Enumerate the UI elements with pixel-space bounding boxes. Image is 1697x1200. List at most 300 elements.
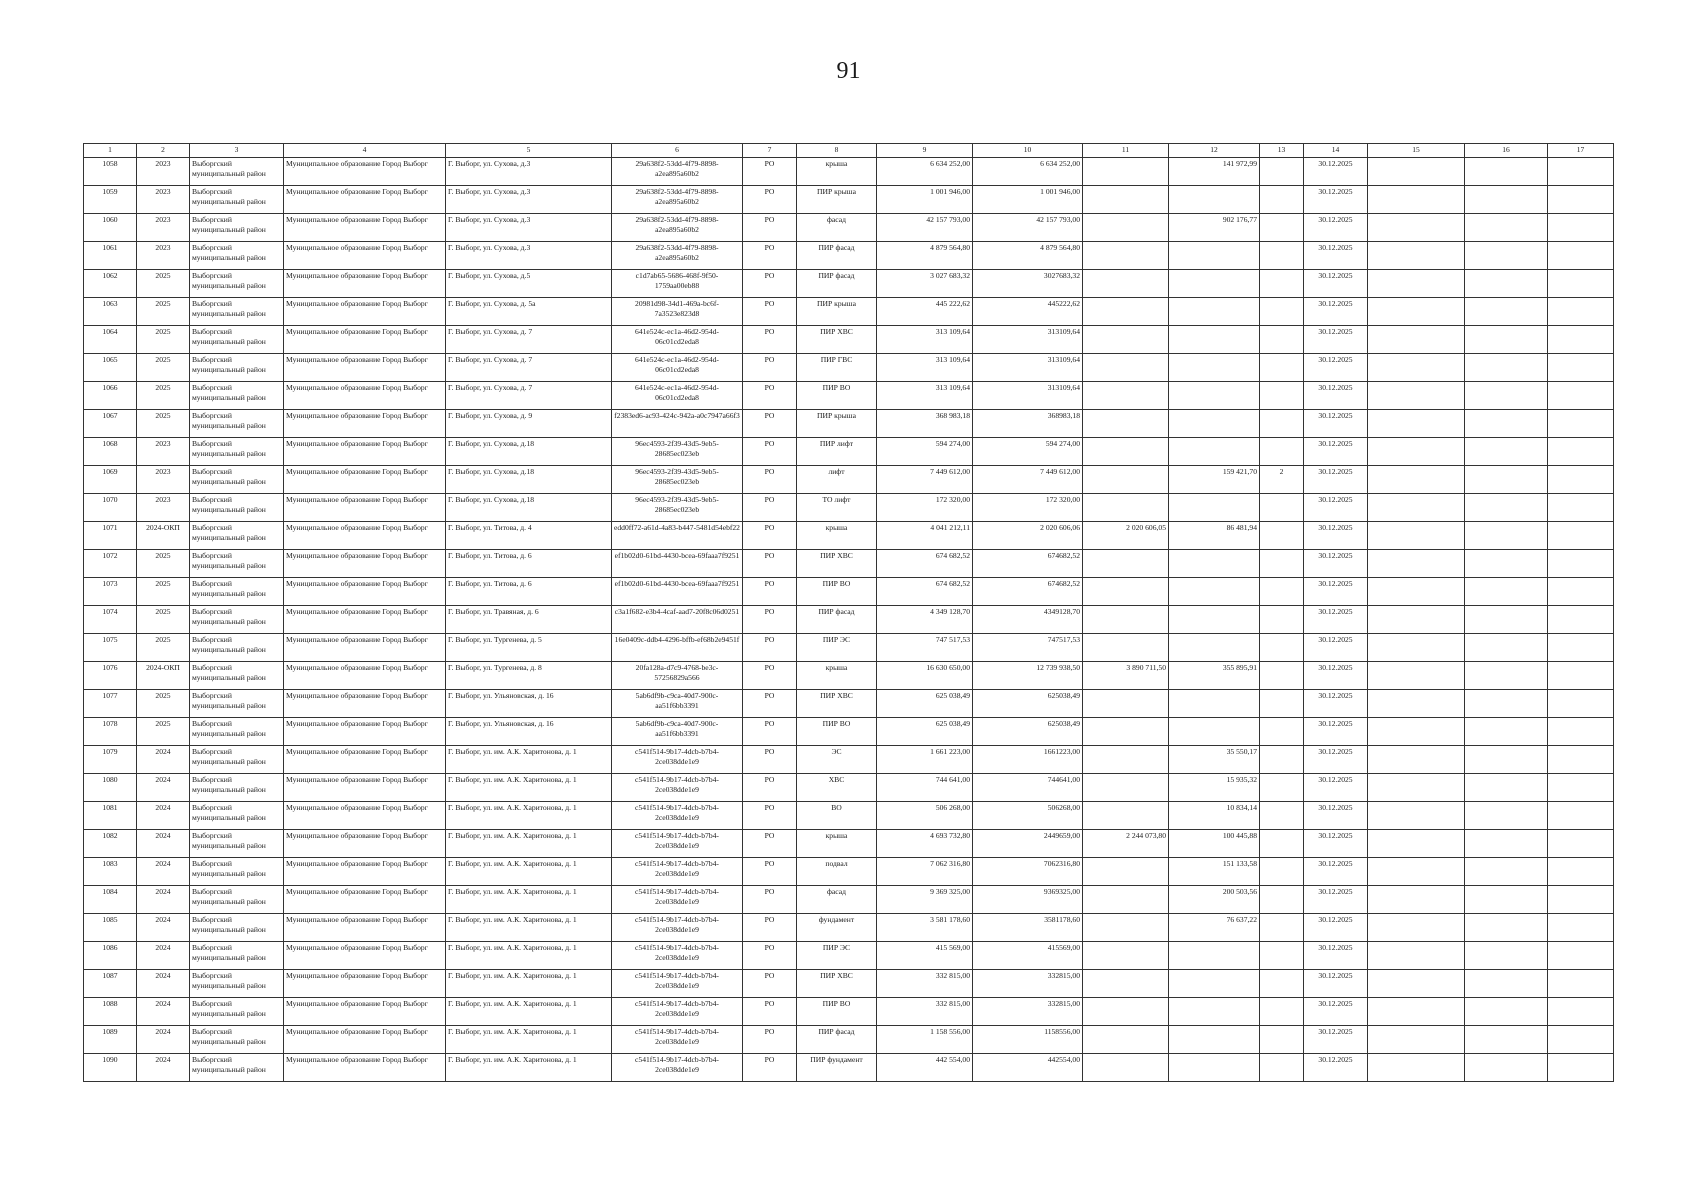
cell-count — [1260, 662, 1304, 690]
cell-program: РО — [743, 466, 797, 494]
cell-count — [1260, 830, 1304, 858]
cell-col-16 — [1465, 522, 1548, 550]
cell-program: РО — [743, 774, 797, 802]
cell-address: Г. Выборг, ул. им. А.К. Харитонова, д. 1 — [446, 746, 612, 774]
cell-cost-fund: 445222,62 — [973, 298, 1083, 326]
table-row — [84, 214, 1614, 242]
table-row — [84, 494, 1614, 522]
table-row — [84, 634, 1614, 662]
cell-cost-other — [1083, 970, 1169, 998]
cell-cost-other — [1083, 242, 1169, 270]
cell-specific-cost — [1169, 354, 1260, 382]
cell-address: Г. Выборг, ул. Сухова, д.3 — [446, 242, 612, 270]
cell-district: Выборгский муниципальный район — [190, 298, 284, 326]
table-row — [84, 578, 1614, 606]
cell-work-type: крыша — [797, 662, 877, 690]
table-row — [84, 802, 1614, 830]
cell-cost-other — [1083, 354, 1169, 382]
cell-col-17 — [1548, 494, 1614, 522]
cell-year: 2024 — [137, 942, 190, 970]
column-header: 3 — [190, 144, 284, 158]
cell-year: 2025 — [137, 690, 190, 718]
cell-cost-other — [1083, 158, 1169, 186]
cell-specific-cost — [1169, 690, 1260, 718]
cell-col-17 — [1548, 242, 1614, 270]
cell-count — [1260, 1026, 1304, 1054]
column-header: 7 — [743, 144, 797, 158]
cell-specific-cost: 200 503,56 — [1169, 886, 1260, 914]
cell-municipality: Муниципальное образование Город Выборг — [284, 298, 446, 326]
cell-row-number: 1071 — [84, 522, 137, 550]
cell-col-17 — [1548, 158, 1614, 186]
cell-municipality: Муниципальное образование Город Выборг — [284, 942, 446, 970]
cell-address: Г. Выборг, ул. им. А.К. Харитонова, д. 1 — [446, 970, 612, 998]
cell-specific-cost — [1169, 718, 1260, 746]
cell-cost-other — [1083, 634, 1169, 662]
cell-deadline: 30.12.2025 — [1304, 214, 1368, 242]
cell-col-17 — [1548, 1054, 1614, 1082]
cell-col-17 — [1548, 606, 1614, 634]
cell-cost-other — [1083, 998, 1169, 1026]
column-header: 14 — [1304, 144, 1368, 158]
cell-program: РО — [743, 550, 797, 578]
cell-col-17 — [1548, 382, 1614, 410]
table-row — [84, 158, 1614, 186]
cell-specific-cost — [1169, 1054, 1260, 1082]
cell-count — [1260, 158, 1304, 186]
table-row — [84, 970, 1614, 998]
cell-house-guid: c541f514-9b17-4dcb-b7b4-2ce038dde1e9 — [612, 1054, 743, 1082]
cell-house-guid: 16e0409c-ddb4-4296-bffb-ef68b2e9451f — [612, 634, 743, 662]
table-row — [84, 774, 1614, 802]
cell-cost-other: 2 244 073,80 — [1083, 830, 1169, 858]
cell-municipality: Муниципальное образование Город Выборг — [284, 662, 446, 690]
table-row — [84, 354, 1614, 382]
cell-col-15 — [1368, 466, 1465, 494]
cell-district: Выборгский муниципальный район — [190, 774, 284, 802]
cell-count — [1260, 410, 1304, 438]
cell-work-type: фасад — [797, 886, 877, 914]
cell-count — [1260, 914, 1304, 942]
cell-cost-fund: 6 634 252,00 — [973, 158, 1083, 186]
cell-total-cost: 313 109,64 — [877, 354, 973, 382]
cell-program: РО — [743, 410, 797, 438]
cell-specific-cost: 100 445,88 — [1169, 830, 1260, 858]
cell-cost-fund: 3581178,60 — [973, 914, 1083, 942]
cell-col-17 — [1548, 914, 1614, 942]
cell-cost-other — [1083, 746, 1169, 774]
cell-specific-cost: 76 637,22 — [1169, 914, 1260, 942]
table-row — [84, 998, 1614, 1026]
cell-address: Г. Выборг, ул. Сухова, д. 5а — [446, 298, 612, 326]
cell-work-type: ПИР ХВС — [797, 326, 877, 354]
cell-col-15 — [1368, 746, 1465, 774]
cell-district: Выборгский муниципальный район — [190, 606, 284, 634]
cell-total-cost: 368 983,18 — [877, 410, 973, 438]
cell-house-guid: 29a638f2-53dd-4f79-8898-a2ea895a60b2 — [612, 214, 743, 242]
cell-house-guid: 96ec4593-2f39-43d5-9eb5-28685ec023eb — [612, 438, 743, 466]
cell-district: Выборгский муниципальный район — [190, 550, 284, 578]
cell-work-type: ПИР фасад — [797, 270, 877, 298]
cell-total-cost: 6 634 252,00 — [877, 158, 973, 186]
cell-municipality: Муниципальное образование Город Выборг — [284, 718, 446, 746]
cell-total-cost: 9 369 325,00 — [877, 886, 973, 914]
cell-address: Г. Выборг, ул. Сухова, д.5 — [446, 270, 612, 298]
cell-count — [1260, 606, 1304, 634]
cell-work-type: ПИР крыша — [797, 298, 877, 326]
table-header-row — [84, 144, 1614, 158]
cell-program: РО — [743, 1026, 797, 1054]
cell-specific-cost: 151 133,58 — [1169, 858, 1260, 886]
cell-district: Выборгский муниципальный район — [190, 1026, 284, 1054]
cell-deadline: 30.12.2025 — [1304, 494, 1368, 522]
cell-cost-other — [1083, 914, 1169, 942]
cell-count — [1260, 998, 1304, 1026]
cell-count — [1260, 298, 1304, 326]
cell-address: Г. Выборг, ул. им. А.К. Харитонова, д. 1 — [446, 830, 612, 858]
cell-district: Выборгский муниципальный район — [190, 830, 284, 858]
cell-year: 2025 — [137, 606, 190, 634]
cell-col-15 — [1368, 354, 1465, 382]
cell-col-16 — [1465, 718, 1548, 746]
cell-municipality: Муниципальное образование Город Выборг — [284, 354, 446, 382]
cell-program: РО — [743, 214, 797, 242]
cell-cost-fund: 625038,49 — [973, 718, 1083, 746]
cell-total-cost: 744 641,00 — [877, 774, 973, 802]
column-header: 8 — [797, 144, 877, 158]
cell-count — [1260, 774, 1304, 802]
cell-specific-cost — [1169, 438, 1260, 466]
cell-col-16 — [1465, 186, 1548, 214]
cell-municipality: Муниципальное образование Город Выборг — [284, 410, 446, 438]
cell-house-guid: edd0ff72-a61d-4a83-b447-5481d54ebf22 — [612, 522, 743, 550]
cell-col-17 — [1548, 830, 1614, 858]
cell-work-type: ХВС — [797, 774, 877, 802]
cell-cost-other — [1083, 326, 1169, 354]
cell-row-number: 1088 — [84, 998, 137, 1026]
cell-program: РО — [743, 1054, 797, 1082]
cell-program: РО — [743, 522, 797, 550]
cell-deadline: 30.12.2025 — [1304, 970, 1368, 998]
cell-cost-fund: 313109,64 — [973, 326, 1083, 354]
cell-house-guid: 641e524c-ec1a-46d2-954d-06c01cd2eda8 — [612, 382, 743, 410]
cell-house-guid: c541f514-9b17-4dcb-b7b4-2ce038dde1e9 — [612, 802, 743, 830]
cell-total-cost: 42 157 793,00 — [877, 214, 973, 242]
cell-count — [1260, 1054, 1304, 1082]
cell-col-15 — [1368, 830, 1465, 858]
cell-municipality: Муниципальное образование Город Выборг — [284, 886, 446, 914]
cell-specific-cost — [1169, 634, 1260, 662]
cell-total-cost: 313 109,64 — [877, 326, 973, 354]
cell-municipality: Муниципальное образование Город Выборг — [284, 802, 446, 830]
cell-year: 2024 — [137, 886, 190, 914]
cell-total-cost: 3 581 178,60 — [877, 914, 973, 942]
table-row — [84, 466, 1614, 494]
cell-address: Г. Выборг, ул. им. А.К. Харитонова, д. 1 — [446, 998, 612, 1026]
cell-house-guid: 5ab6df9b-c9ca-40d7-900c-aa51f6bb3391 — [612, 718, 743, 746]
cell-year: 2025 — [137, 634, 190, 662]
cell-col-16 — [1465, 494, 1548, 522]
cell-cost-fund: 332815,00 — [973, 998, 1083, 1026]
cell-program: РО — [743, 690, 797, 718]
cell-deadline: 30.12.2025 — [1304, 942, 1368, 970]
table-row — [84, 690, 1614, 718]
cell-cost-fund: 4349128,70 — [973, 606, 1083, 634]
cell-cost-other — [1083, 494, 1169, 522]
cell-house-guid: 96ec4593-2f39-43d5-9eb5-28685ec023eb — [612, 466, 743, 494]
cell-total-cost: 594 274,00 — [877, 438, 973, 466]
cell-district: Выборгский муниципальный район — [190, 970, 284, 998]
table-row — [84, 1054, 1614, 1082]
cell-address: Г. Выборг, ул. Сухова, д.3 — [446, 158, 612, 186]
cell-program: РО — [743, 718, 797, 746]
cell-district: Выборгский муниципальный район — [190, 242, 284, 270]
cell-col-17 — [1548, 214, 1614, 242]
cell-row-number: 1068 — [84, 438, 137, 466]
cell-col-16 — [1465, 270, 1548, 298]
cell-col-17 — [1548, 802, 1614, 830]
cell-district: Выборгский муниципальный район — [190, 1054, 284, 1082]
cell-address: Г. Выборг, ул. Сухова, д.3 — [446, 186, 612, 214]
cell-row-number: 1066 — [84, 382, 137, 410]
cell-col-16 — [1465, 662, 1548, 690]
cell-deadline: 30.12.2025 — [1304, 438, 1368, 466]
cell-row-number: 1077 — [84, 690, 137, 718]
cell-deadline: 30.12.2025 — [1304, 550, 1368, 578]
cell-address: Г. Выборг, ул. Ульяновская, д. 16 — [446, 718, 612, 746]
cell-district: Выборгский муниципальный район — [190, 270, 284, 298]
cell-specific-cost: 35 550,17 — [1169, 746, 1260, 774]
column-header: 15 — [1368, 144, 1465, 158]
cell-cost-fund: 42 157 793,00 — [973, 214, 1083, 242]
cell-row-number: 1081 — [84, 802, 137, 830]
cell-municipality: Муниципальное образование Город Выборг — [284, 494, 446, 522]
cell-municipality: Муниципальное образование Город Выборг — [284, 522, 446, 550]
cell-district: Выборгский муниципальный район — [190, 578, 284, 606]
cell-deadline: 30.12.2025 — [1304, 354, 1368, 382]
cell-municipality: Муниципальное образование Город Выборг — [284, 270, 446, 298]
cell-row-number: 1067 — [84, 410, 137, 438]
cell-col-15 — [1368, 662, 1465, 690]
cell-total-cost: 445 222,62 — [877, 298, 973, 326]
cell-row-number: 1074 — [84, 606, 137, 634]
cell-district: Выборгский муниципальный район — [190, 858, 284, 886]
cell-municipality: Муниципальное образование Город Выборг — [284, 466, 446, 494]
cell-work-type: ПИР лифт — [797, 438, 877, 466]
cell-col-15 — [1368, 438, 1465, 466]
cell-row-number: 1076 — [84, 662, 137, 690]
cell-district: Выборгский муниципальный район — [190, 466, 284, 494]
cell-house-guid: ef1b02d0-61bd-4430-bcea-69faaa7f9251 — [612, 550, 743, 578]
cell-cost-fund: 313109,64 — [973, 354, 1083, 382]
cell-total-cost: 1 001 946,00 — [877, 186, 973, 214]
cell-specific-cost: 10 834,14 — [1169, 802, 1260, 830]
cell-col-16 — [1465, 326, 1548, 354]
cell-work-type: ПИР ХВС — [797, 550, 877, 578]
cell-municipality: Муниципальное образование Город Выборг — [284, 774, 446, 802]
cell-col-17 — [1548, 942, 1614, 970]
column-header: 6 — [612, 144, 743, 158]
cell-cost-other — [1083, 382, 1169, 410]
cell-cost-other — [1083, 1026, 1169, 1054]
cell-count — [1260, 382, 1304, 410]
table-row — [84, 270, 1614, 298]
cell-deadline: 30.12.2025 — [1304, 662, 1368, 690]
cell-house-guid: c541f514-9b17-4dcb-b7b4-2ce038dde1e9 — [612, 998, 743, 1026]
cell-specific-cost — [1169, 606, 1260, 634]
table-row — [84, 382, 1614, 410]
cell-year: 2024 — [137, 998, 190, 1026]
cell-district: Выборгский муниципальный район — [190, 214, 284, 242]
cell-col-16 — [1465, 438, 1548, 466]
cell-col-17 — [1548, 690, 1614, 718]
cell-program: РО — [743, 298, 797, 326]
cell-deadline: 30.12.2025 — [1304, 158, 1368, 186]
cell-count — [1260, 550, 1304, 578]
cell-year: 2025 — [137, 410, 190, 438]
table-row — [84, 410, 1614, 438]
cell-house-guid: f2383ed6-ac93-424c-942a-a0c7947a66f3 — [612, 410, 743, 438]
cell-col-17 — [1548, 326, 1614, 354]
cell-col-16 — [1465, 158, 1548, 186]
cell-work-type: ПИР ВО — [797, 718, 877, 746]
cell-specific-cost — [1169, 970, 1260, 998]
cell-col-15 — [1368, 634, 1465, 662]
cell-year: 2025 — [137, 718, 190, 746]
cell-year: 2023 — [137, 158, 190, 186]
table-row — [84, 942, 1614, 970]
cell-house-guid: 641e524c-ec1a-46d2-954d-06c01cd2eda8 — [612, 354, 743, 382]
cell-deadline: 30.12.2025 — [1304, 774, 1368, 802]
cell-cost-fund: 2449659,00 — [973, 830, 1083, 858]
cell-col-15 — [1368, 578, 1465, 606]
table-row — [84, 830, 1614, 858]
cell-total-cost: 1 158 556,00 — [877, 1026, 973, 1054]
cell-deadline: 30.12.2025 — [1304, 326, 1368, 354]
cell-district: Выборгский муниципальный район — [190, 634, 284, 662]
column-header: 13 — [1260, 144, 1304, 158]
cell-col-17 — [1548, 438, 1614, 466]
cell-district: Выборгский муниципальный район — [190, 326, 284, 354]
cell-deadline: 30.12.2025 — [1304, 298, 1368, 326]
cell-col-16 — [1465, 410, 1548, 438]
cell-total-cost: 674 682,52 — [877, 550, 973, 578]
cell-col-17 — [1548, 522, 1614, 550]
cell-cost-fund: 12 739 938,50 — [973, 662, 1083, 690]
cell-cost-fund: 9369325,00 — [973, 886, 1083, 914]
table-row — [84, 606, 1614, 634]
cell-district: Выборгский муниципальный район — [190, 718, 284, 746]
cell-col-16 — [1465, 998, 1548, 1026]
cell-district: Выборгский муниципальный район — [190, 802, 284, 830]
cell-year: 2023 — [137, 186, 190, 214]
cell-cost-other — [1083, 690, 1169, 718]
cell-specific-cost — [1169, 494, 1260, 522]
cell-program: РО — [743, 158, 797, 186]
cell-work-type: ПИР ХВС — [797, 690, 877, 718]
cell-work-type: ПИР ВО — [797, 998, 877, 1026]
column-header: 1 — [84, 144, 137, 158]
cell-district: Выборгский муниципальный район — [190, 746, 284, 774]
cell-count — [1260, 326, 1304, 354]
column-header: 2 — [137, 144, 190, 158]
cell-cost-fund: 674682,52 — [973, 578, 1083, 606]
cell-cost-other — [1083, 466, 1169, 494]
cell-program: РО — [743, 662, 797, 690]
cell-col-16 — [1465, 578, 1548, 606]
cell-deadline: 30.12.2025 — [1304, 382, 1368, 410]
cell-specific-cost — [1169, 942, 1260, 970]
cell-municipality: Муниципальное образование Город Выборг — [284, 158, 446, 186]
table-row — [84, 914, 1614, 942]
table-row — [84, 550, 1614, 578]
cell-year: 2024 — [137, 802, 190, 830]
cell-municipality: Муниципальное образование Город Выборг — [284, 326, 446, 354]
column-header: 9 — [877, 144, 973, 158]
cell-address: Г. Выборг, ул. Сухова, д. 7 — [446, 382, 612, 410]
cell-municipality: Муниципальное образование Город Выборг — [284, 830, 446, 858]
cell-specific-cost: 141 972,99 — [1169, 158, 1260, 186]
cell-year: 2024 — [137, 914, 190, 942]
cell-cost-fund: 172 320,00 — [973, 494, 1083, 522]
cell-work-type: ПИР фундамент — [797, 1054, 877, 1082]
cell-row-number: 1064 — [84, 326, 137, 354]
cell-cost-other — [1083, 718, 1169, 746]
cell-district: Выборгский муниципальный район — [190, 158, 284, 186]
cell-year: 2025 — [137, 550, 190, 578]
cell-col-17 — [1548, 886, 1614, 914]
cell-municipality: Муниципальное образование Город Выборг — [284, 550, 446, 578]
cell-work-type: фундамент — [797, 914, 877, 942]
cell-address: Г. Выборг, ул. Титова, д. 6 — [446, 578, 612, 606]
cell-specific-cost — [1169, 186, 1260, 214]
cell-cost-other — [1083, 802, 1169, 830]
cell-house-guid: 20fa128a-d7c9-4768-be3c-57256829a566 — [612, 662, 743, 690]
column-header: 16 — [1465, 144, 1548, 158]
cell-deadline: 30.12.2025 — [1304, 802, 1368, 830]
cell-row-number: 1063 — [84, 298, 137, 326]
cell-specific-cost: 159 421,70 — [1169, 466, 1260, 494]
cell-municipality: Муниципальное образование Город Выборг — [284, 606, 446, 634]
cell-program: РО — [743, 606, 797, 634]
cell-district: Выборгский муниципальный район — [190, 662, 284, 690]
cell-program: РО — [743, 578, 797, 606]
cell-year: 2024-ОКП — [137, 662, 190, 690]
cell-work-type: ПИР фасад — [797, 1026, 877, 1054]
cell-district: Выборгский муниципальный район — [190, 494, 284, 522]
cell-total-cost: 415 569,00 — [877, 942, 973, 970]
cell-deadline: 30.12.2025 — [1304, 270, 1368, 298]
cell-cost-fund: 332815,00 — [973, 970, 1083, 998]
cell-cost-other: 2 020 606,05 — [1083, 522, 1169, 550]
table-row — [84, 1026, 1614, 1054]
cell-col-16 — [1465, 830, 1548, 858]
cell-col-15 — [1368, 690, 1465, 718]
cell-year: 2023 — [137, 242, 190, 270]
cell-deadline: 30.12.2025 — [1304, 998, 1368, 1026]
cell-address: Г. Выборг, ул. Сухова, д.18 — [446, 466, 612, 494]
cell-col-17 — [1548, 410, 1614, 438]
cell-row-number: 1062 — [84, 270, 137, 298]
cell-house-guid: 96ec4593-2f39-43d5-9eb5-28685ec023eb — [612, 494, 743, 522]
cell-count — [1260, 186, 1304, 214]
cell-deadline: 30.12.2025 — [1304, 634, 1368, 662]
cell-col-17 — [1548, 1026, 1614, 1054]
cell-count — [1260, 494, 1304, 522]
cell-col-15 — [1368, 1054, 1465, 1082]
cell-program: РО — [743, 942, 797, 970]
cell-count — [1260, 354, 1304, 382]
